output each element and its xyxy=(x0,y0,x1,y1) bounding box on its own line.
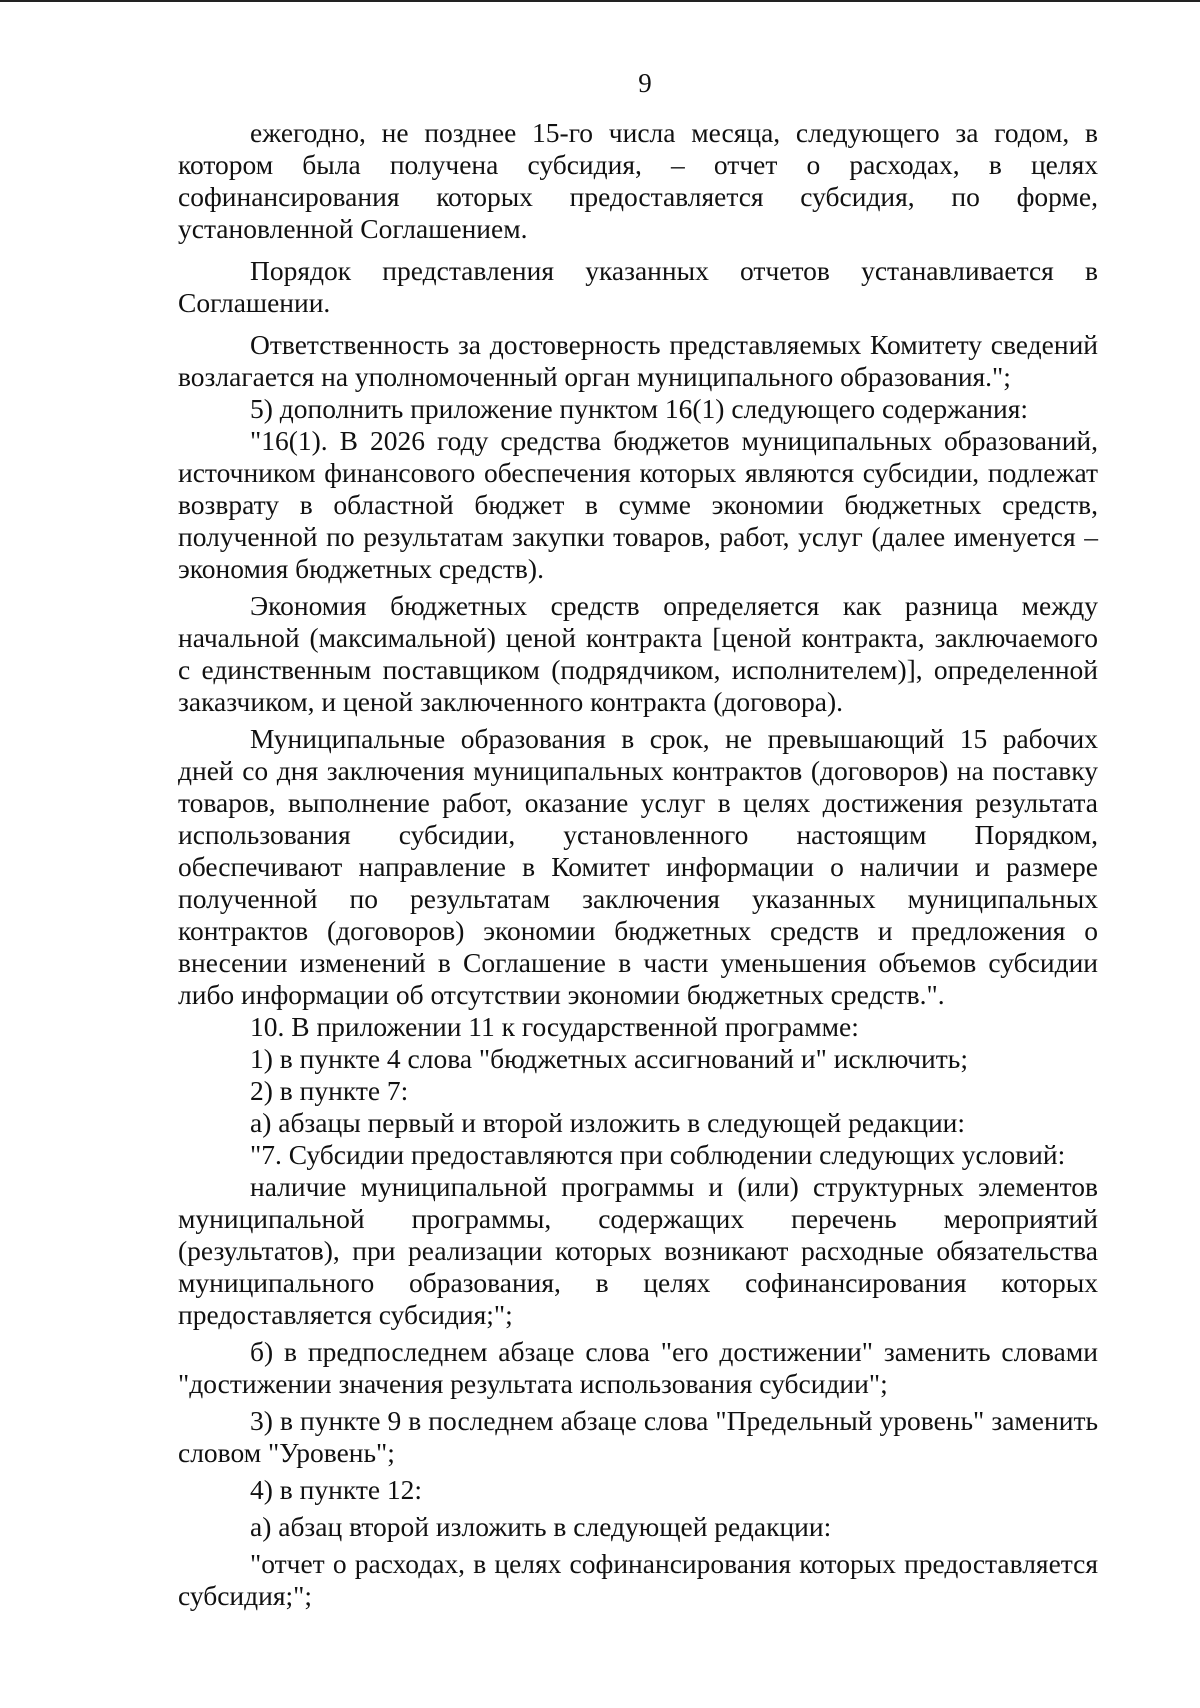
paragraph-municipal-deadline: Муниципальные образования в срок, не превышающий 15 рабочих дней со дня заключения муниципальных контрактов (договоров) на поставку товаров, выполнение работ, оказание услуг в целях достижения результата использования субсидии, установленного настоящим Порядком, обеспечивают направление в Комитет информации о наличии и размере полученной по результатам заключения указанных муниципальных контрактов (договоров) экономии бюджетных средств и предложения о внесении изменений в Соглашение в части уменьшения объемов субсидии либо информации об отсутствии экономии бюджетных средств.". xyxy=(178,723,1098,1010)
paragraph-item-10-3: 3) в пункте 9 в последнем абзаце слова "Предельный уровень" заменить словом "Уровень"; xyxy=(178,1405,1098,1468)
paragraph-item-10-2: 2) в пункте 7: xyxy=(250,1075,409,1106)
paragraph-program-condition: наличие муниципальной программы и (или) структурных элементов муниципальной программы, содержащих перечень мероприятий (результатов), при реализации которых возникают расходные обязательства муниципального образования, в целях софинансирования которых предоставляется субсидия;"; xyxy=(178,1171,1098,1330)
paragraph-responsibility: Ответственность за достоверность представляемых Комитету сведений возлагается на уполномоченный орган муниципального образования."; xyxy=(178,329,1098,392)
paragraph-item-10-2b: б) в предпоследнем абзаце слова "его достижении" заменить словами "достижении значения результата использования субсидии"; xyxy=(178,1336,1098,1399)
paragraph-16-1: "16(1). В 2026 году средства бюджетов муниципальных образований, источником финансового обеспечения которых являются субсидии, подлежат возврату в областной бюджет в сумме экономии бюджетных средств, полученной по результатам закупки товаров, работ, услуг (далее именуется – экономия бюджетных средств). xyxy=(178,425,1098,584)
paragraph-savings-definition: Экономия бюджетных средств определяется как разница между начальной (максимальной) ценой контракта [ценой контракта, заключаемого с единственным поставщиком (подрядчиком, исполнителем)], определенной заказчиком, и ценой заключенного контракта (договора). xyxy=(178,590,1098,717)
paragraph-item-5: 5) дополнить приложение пунктом 16(1) следующего содержания: xyxy=(250,393,1029,424)
paragraph-item-10-1: 1) в пункте 4 слова "бюджетных ассигнований и" исключить; xyxy=(250,1043,968,1074)
paragraph-item-10-4: 4) в пункте 12: xyxy=(250,1474,423,1505)
document-body xyxy=(178,117,1098,1612)
paragraph-item-10: 10. В приложении 11 к государственной программе: xyxy=(250,1011,859,1042)
paragraph-item-10-4a: а) абзац второй изложить в следующей редакции: xyxy=(250,1511,832,1542)
paragraph-item-10-2a: а) абзацы первый и второй изложить в следующей редакции: xyxy=(250,1107,966,1138)
paragraph-reporting-procedure: Порядок представления указанных отчетов устанавливается в Соглашении. xyxy=(178,255,1098,318)
paragraph-report-expenses: "отчет о расходах, в целях софинансирования которых предоставляется субсидия;"; xyxy=(178,1548,1098,1611)
paragraph-item-7-conditions: "7. Субсидии предоставляются при соблюдении следующих условий: xyxy=(250,1139,1066,1170)
paragraph-report-deadline: ежегодно, не позднее 15-го числа месяца, следующего за годом, в котором была получена субсидия, – отчет о расходах, в целях софинансирования которых предоставляется субсидия, по форме, установленной Соглашением. xyxy=(178,117,1098,244)
page-number: 9 xyxy=(638,68,652,98)
